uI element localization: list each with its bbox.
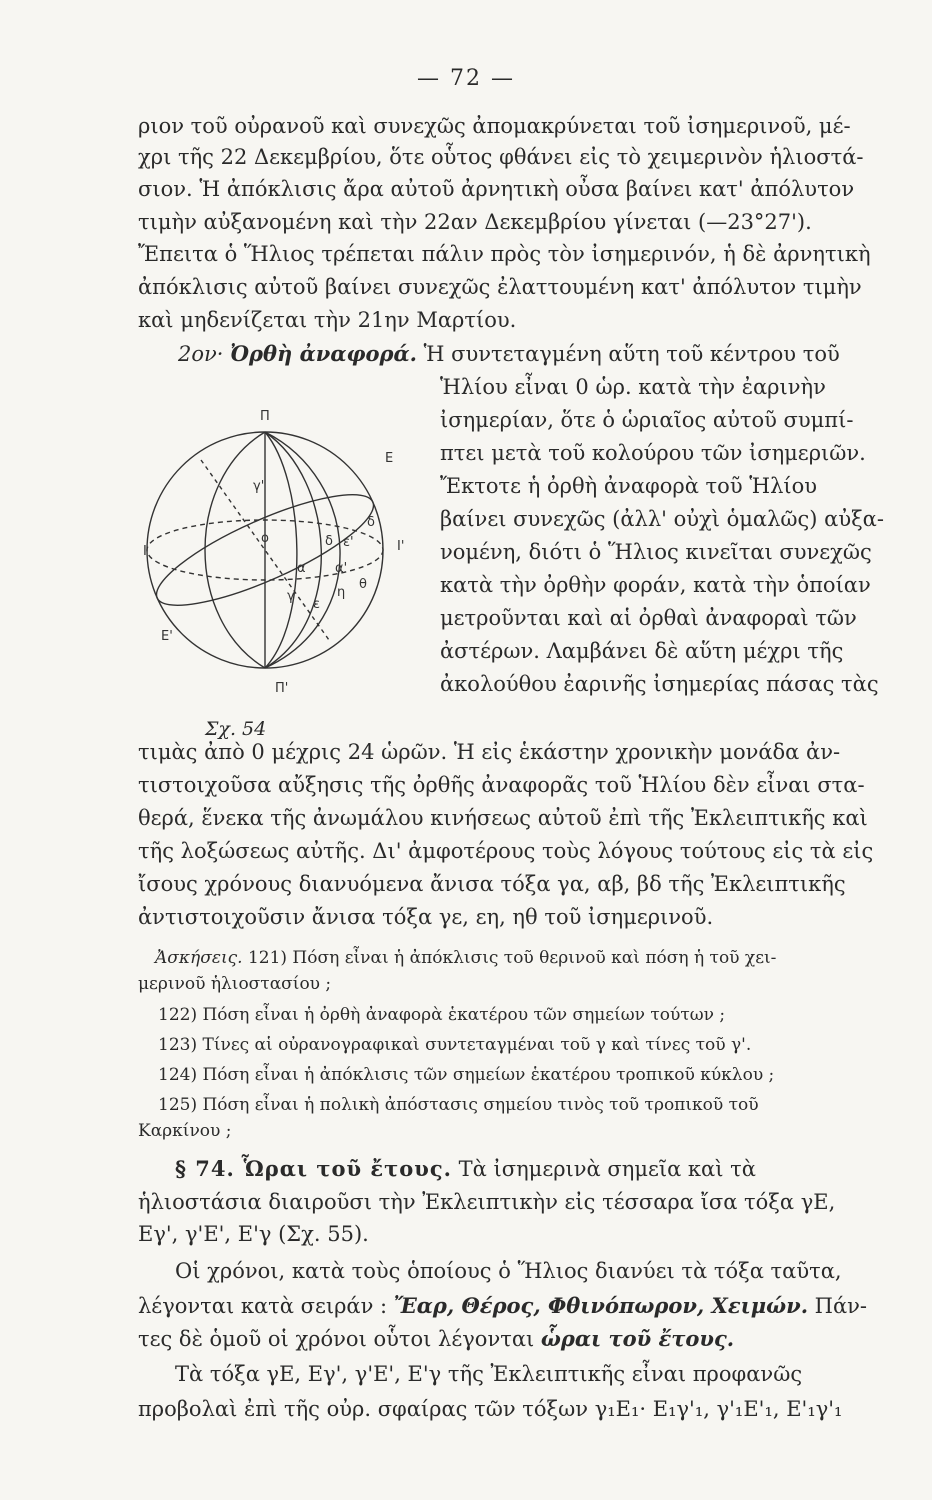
subsection-heading [178,340,840,368]
figure-caption: Σχ. 54 [205,718,267,740]
figure-label: ε [313,597,321,612]
seasons-list: Ἔαρ, Θέρος, Φθινόπωρον, Χειμών. [393,1293,808,1318]
text-line: καὶ μηδενίζεται τὴν 21ην Μαρτίου. [138,308,517,332]
exercise-line: 124) Πόση εἶναι ἡ ἀπόκλισις τῶν σημείων ἑκατέρου τροπικοῦ κύκλου ; [158,1065,775,1085]
figure-label: Ε' [161,629,173,644]
section-first-line: Τὰ ἰσημερινὰ σημεῖα καὶ τὰ [458,1157,756,1181]
exercises-label: Ἀσκήσεις. [155,948,243,968]
text-line: Ἡλίου εἶναι 0 ὡρ. κατὰ τὴν ἐαρινὴν [440,375,826,399]
text-line: τιμὰς ἀπὸ 0 μέχρις 24 ὡρῶν. Ἡ εἰς ἑκάστην χρονικὴν μονάδα ἀν- [138,740,841,764]
exercise-line: 122) Πόση εἶναι ἡ ὀρθὴ ἀναφορὰ ἑκατέρου τῶν σημείων τούτων ; [158,1005,726,1025]
text-line [138,1325,932,1353]
figure-label: θ [359,577,367,592]
figure-label: α [297,561,306,576]
text-line: προβολαὶ ἐπὶ τῆς οὐρ. σφαίρας τῶν τόξων γ₁Ε₁· Ε₁γ'₁, γ'₁Ε'₁, Ε'₁γ'₁ [138,1397,843,1421]
exercise-line: μερινοῦ ἡλιοστασίου ; [138,974,332,994]
text-line: νομένη, διότι ὁ Ἥλιος κινεῖται συνεχῶς [440,540,872,564]
figure-label: ε' [343,535,354,550]
text-line: ἀντιστοιχοῦσιν ἄνισα τόξα γε, εη, ηθ τοῦ ἰσημερινοῦ. [138,905,714,929]
figure-label: ο [261,531,269,546]
text-line: ἰσημερίαν, ὅτε ὁ ὡριαῖος αὐτοῦ συμπί- [440,408,854,432]
seasons-term: ὧραι τοῦ ἔτους. [540,1326,735,1351]
figure-label: η [337,585,346,600]
hour-arc-1 [265,432,297,668]
subsection-title: Ὀρθὴ ἀναφορά. [230,341,417,366]
text-line: ἡλιοστάσια διαιροῦσι τὴν Ἐκλειπτικὴν εἰς τέσσαρα ἴσα τόξα γΕ, [138,1190,836,1214]
section-title: Ὧραι τοῦ ἔτους. [241,1156,452,1181]
figure-label: γ' [253,479,265,494]
text-line: Τὰ τόξα γΕ, Εγ', γ'Ε', Ε'γ τῆς Ἐκλειπτικῆς εἶναι προφανῶς [175,1362,803,1386]
exercise-line: 123) Τίνες αἱ οὐρανογραφικαὶ συντεταγμέναι τοῦ γ καὶ τίνες τοῦ γ'. [158,1035,752,1055]
text-span: λέγονται κατὰ σειράν : [138,1294,394,1318]
subsection-number: 2ον· [178,342,224,366]
section-number: § 74. [175,1156,235,1181]
text-line: σιον. Ἡ ἀπόκλισις ἄρα αὐτοῦ ἀρνητικὴ οὖσα βαίνει κατ' ἀπόλυτον [138,177,855,201]
exercise-line: 125) Πόση εἶναι ἡ πολικὴ ἀπόστασις σημείου τινὸς τοῦ τροπικοῦ τοῦ [158,1095,759,1115]
figure-label: γ [287,589,295,604]
celestial-sphere-figure [135,400,425,740]
figure-label: Ι' [397,539,405,554]
exercise-line: Καρκίνου ; [138,1121,232,1141]
subsection-first-line: Ἡ συντεταγμένη αὕτη τοῦ κέντρου τοῦ [423,342,840,366]
figure-label: Π' [275,681,289,696]
text-line: τιμὴν αὐξανομένη καὶ τὴν 22αν Δεκεμβρίου γίνεται (—23°27'). [138,210,812,234]
page-number: — 72 — [417,66,515,91]
text-line: βαίνει συνεχῶς (ἀλλ' οὐχὶ ὁμαλῶς) αὐξα- [440,507,884,531]
text-line: κατὰ τὴν ὀρθὴν φοράν, κατὰ τὴν ὁποίαν [440,573,871,597]
text-line: χρι τῆς 22 Δεκεμβρίου, ὅτε οὗτος φθάνει εἰς τὸ χειμερινὸν ἡλιοστά- [138,145,864,169]
text-line: τῆς λοξώσεως αὐτῆς. Δι' ἀμφοτέρους τοὺς λόγους τούτους εἰς τὰ εἰς [138,839,874,863]
text-line: ἀκολούθου ἐαρινῆς ἰσημερίας πάσας τὰς [440,672,879,696]
text-line: θερά, ἕνεκα τῆς ἀνωμάλου κινήσεως αὐτοῦ ἐπὶ τῆς Ἐκλειπτικῆς καὶ [138,806,868,830]
figure-label: Π [260,409,270,424]
text-line: τιστοιχοῦσα αὔξησις τῆς ὀρθῆς ἀναφορᾶς τοῦ Ἡλίου δὲν εἶναι στα- [138,773,865,797]
colure-arc [205,432,265,668]
text-line [138,1292,932,1320]
text-line: Εγ', γ'Ε', Ε'γ (Σχ. 55). [138,1222,369,1246]
text-span: Πάν- [808,1294,868,1318]
text-line: μετροῦνται καὶ αἱ ὀρθαὶ ἀναφοραὶ τῶν [440,606,857,630]
text-line: ριον τοῦ οὐρανοῦ καὶ συνεχῶς ἀπομακρύνεται τοῦ ἰσημερινοῦ, μέ- [138,114,851,138]
exercise-line [155,944,776,972]
text-line: πτει μετὰ τοῦ κολούρου τῶν ἰσημεριῶν. [440,441,866,465]
figure-label: Ι [143,544,147,559]
text-line: ἀπόκλισις αὐτοῦ βαίνει συνεχῶς ἐλαττουμένη κατ' ἀπόλυτον τιμὴν [138,275,862,299]
figure-label: δ [367,515,375,530]
text-line: Ἔκτοτε ἡ ὀρθὴ ἀναφορὰ τοῦ Ἡλίου [440,474,818,498]
text-line: Ἔπειτα ὁ Ἥλιος τρέπεται πάλιν πρὸς τὸν ἰσημερινόν, ἡ δὲ ἀρνητικὴ [138,242,871,266]
figure-label: Ε [385,451,394,466]
figure-label: δ [325,534,333,549]
text-span: τες δὲ ὁμοῦ οἱ χρόνοι οὗτοι λέγονται [138,1327,541,1351]
figure-label: α' [335,561,348,576]
exercise-text: 121) Πόση εἶναι ἡ ἀπόκλισις τοῦ θερινοῦ καὶ πόση ἡ τοῦ χει- [247,948,777,968]
text-line: Οἱ χρόνοι, κατὰ τοὺς ὁποίους ὁ Ἥλιος διανύει τὰ τόξα ταῦτα, [175,1259,842,1283]
text-line: ἴσους χρόνους διανυόμενα ἄνισα τόξα γα, αβ, βδ τῆς Ἐκλειπτικῆς [138,872,846,896]
text-line: ἀστέρων. Λαμβάνει δὲ αὕτη μέχρι τῆς [440,639,844,663]
section-heading [175,1155,756,1183]
